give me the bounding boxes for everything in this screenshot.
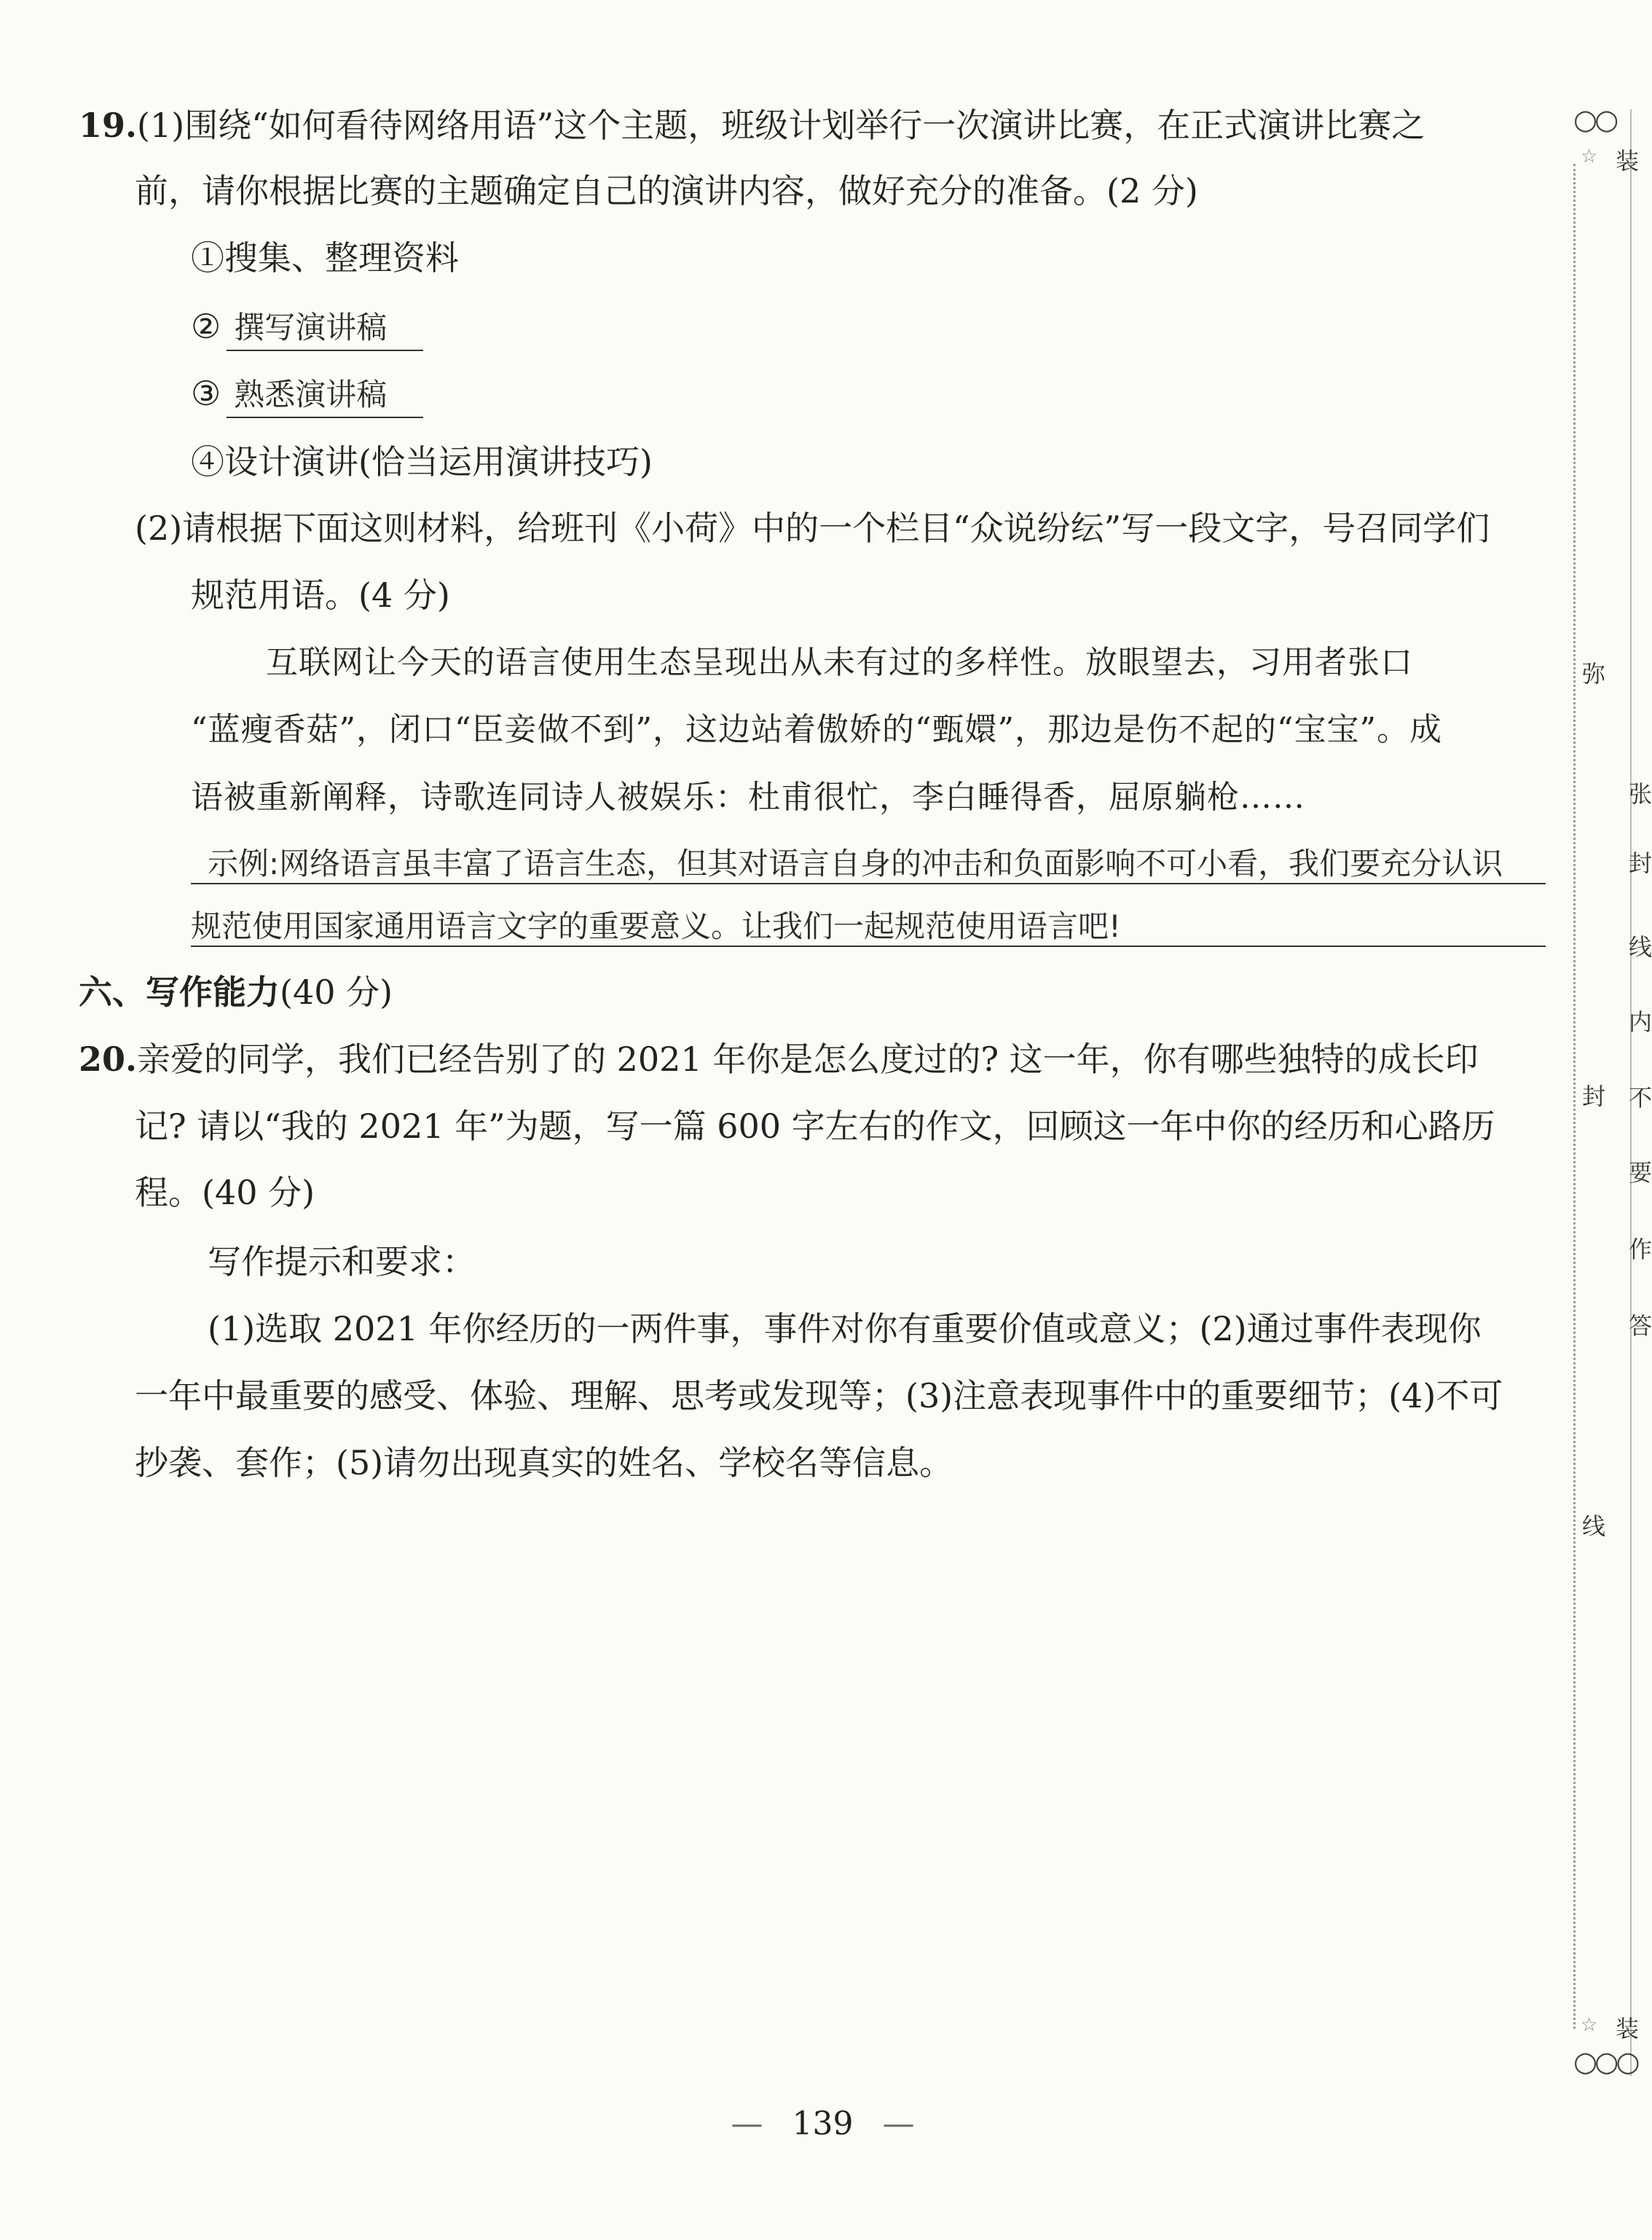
q19-step3-answer: 熟悉演讲稿 xyxy=(227,373,423,418)
q19-step1: ①搜集、整理资料 xyxy=(191,238,459,278)
binding-outer-char-4: 内 xyxy=(1629,1008,1652,1036)
footer-dash-right: — xyxy=(882,2105,915,2142)
q19-step4: ④设计演讲(恰当运用演讲技巧) xyxy=(191,442,653,482)
binding-outer-char-7: 作 xyxy=(1629,1235,1652,1263)
binding-outer-char-1: 张 xyxy=(1629,780,1652,808)
binding-char-xian: 线 xyxy=(1582,1512,1606,1540)
q19-step3-number: ③ xyxy=(191,374,221,413)
page-number: 139 xyxy=(792,2105,854,2142)
q20-hint-line1: (1)选取 2021 年你经历的一两件事，事件对你有重要价值或意义；(2)通过事件表现你 xyxy=(208,1309,1482,1348)
q19-part1-text1: (1)围绕“如何看待网络用语”这个主题，班级计划举行一次演讲比赛，在正式演讲比赛之 xyxy=(137,106,1425,145)
q20-hint-title: 写作提示和要求： xyxy=(208,1242,476,1281)
q19-material-line3: 语被重新阐释，诗歌连同诗人被娱乐：杜甫很忙，李白睡得香，屈原躺枪…… xyxy=(191,779,1305,816)
binding-char-mi: 弥 xyxy=(1582,660,1606,688)
q19-step2-number: ② xyxy=(191,307,221,346)
binding-outer-char-6: 要 xyxy=(1629,1159,1652,1187)
q19-answer-underline1 xyxy=(191,883,1546,884)
section6-heading xyxy=(79,970,393,1014)
q19-number: 19. xyxy=(79,106,138,145)
q19-answer-line2: 规范使用国家通用语言文字的重要意义。让我们一起规范使用语言吧! xyxy=(191,908,1121,944)
binding-outer-char-2: 封 xyxy=(1629,849,1652,877)
q19-part1-line1 xyxy=(79,103,1425,147)
q19-part2-line2: 规范用语。(4 分) xyxy=(191,575,450,615)
binding-outer-char-5: 不 xyxy=(1629,1084,1652,1112)
q20-line2: 记? 请以“我的 2021 年”为题，写一篇 600 字左右的作文，回顾这一年中你的经历和心路历 xyxy=(135,1107,1495,1146)
q19-material-line2: “蓝瘦香菇”，闭口“臣妾做不到”，这边站着傲娇的“甄嬛”，那边是伤不起的“宝宝”。成 xyxy=(191,711,1442,748)
section6-score: (40 分) xyxy=(280,972,393,1012)
q19-step3 xyxy=(191,372,423,418)
footer-dash-left: — xyxy=(731,2105,763,2142)
binding-bottom-circles: ○○○ xyxy=(1573,2046,1637,2078)
binding-outer-char-8: 答 xyxy=(1629,1312,1652,1340)
q19-answer-underline2 xyxy=(191,946,1546,947)
star-icon: ☆ xyxy=(1581,146,1598,168)
binding-char-feng: 封 xyxy=(1582,1082,1606,1110)
q19-answer-line1: 示例:网络语言虽丰富了语言生态，但其对语言自身的冲击和负面影响不可小看，我们要充分认识 xyxy=(208,846,1503,881)
binding-dotted-line xyxy=(1573,164,1576,2029)
star-icon-bottom: ☆ xyxy=(1581,2014,1598,2036)
q20-text1: 亲爱的同学，我们已经告别了的 2021 年你是怎么度过的? 这一年，你有哪些独特的成长印 xyxy=(137,1040,1479,1079)
section6-title: 六、写作能力 xyxy=(79,972,280,1012)
q19-step2 xyxy=(191,304,423,351)
q20-line1 xyxy=(79,1037,1479,1081)
q20-hint-line3: 抄袭、套作；(5)请勿出现真实的姓名、学校名等信息。 xyxy=(135,1443,953,1482)
q19-part2-line1: (2)请根据下面这则材料，给班刊《小荷》中的一个栏目“众说纷纭”写一段文字，号召同学们 xyxy=(135,508,1490,548)
q19-material-line1: 互联网让今天的语言使用生态呈现出从未有过的多样性。放眼望去，习用者张口 xyxy=(266,644,1413,681)
page-footer xyxy=(0,2105,1645,2142)
q20-line3: 程。(40 分) xyxy=(135,1173,315,1212)
binding-bottom-char: 装 xyxy=(1616,2015,1640,2043)
binding-outer-char-3: 线 xyxy=(1629,933,1652,961)
q20-number: 20. xyxy=(79,1040,138,1079)
binding-top-char: 装 xyxy=(1616,147,1640,175)
binding-top-circles: ○○ xyxy=(1573,103,1616,135)
q19-step2-answer: 撰写演讲稿 xyxy=(227,306,423,351)
q19-part1-line2: 前，请你根据比赛的主题确定自己的演讲内容，做好充分的准备。(2 分) xyxy=(135,171,1198,211)
q20-hint-line2: 一年中最重要的感受、体验、理解、思考或发现等；(3)注意表现事件中的重要细节；(4)不可 xyxy=(135,1376,1503,1415)
